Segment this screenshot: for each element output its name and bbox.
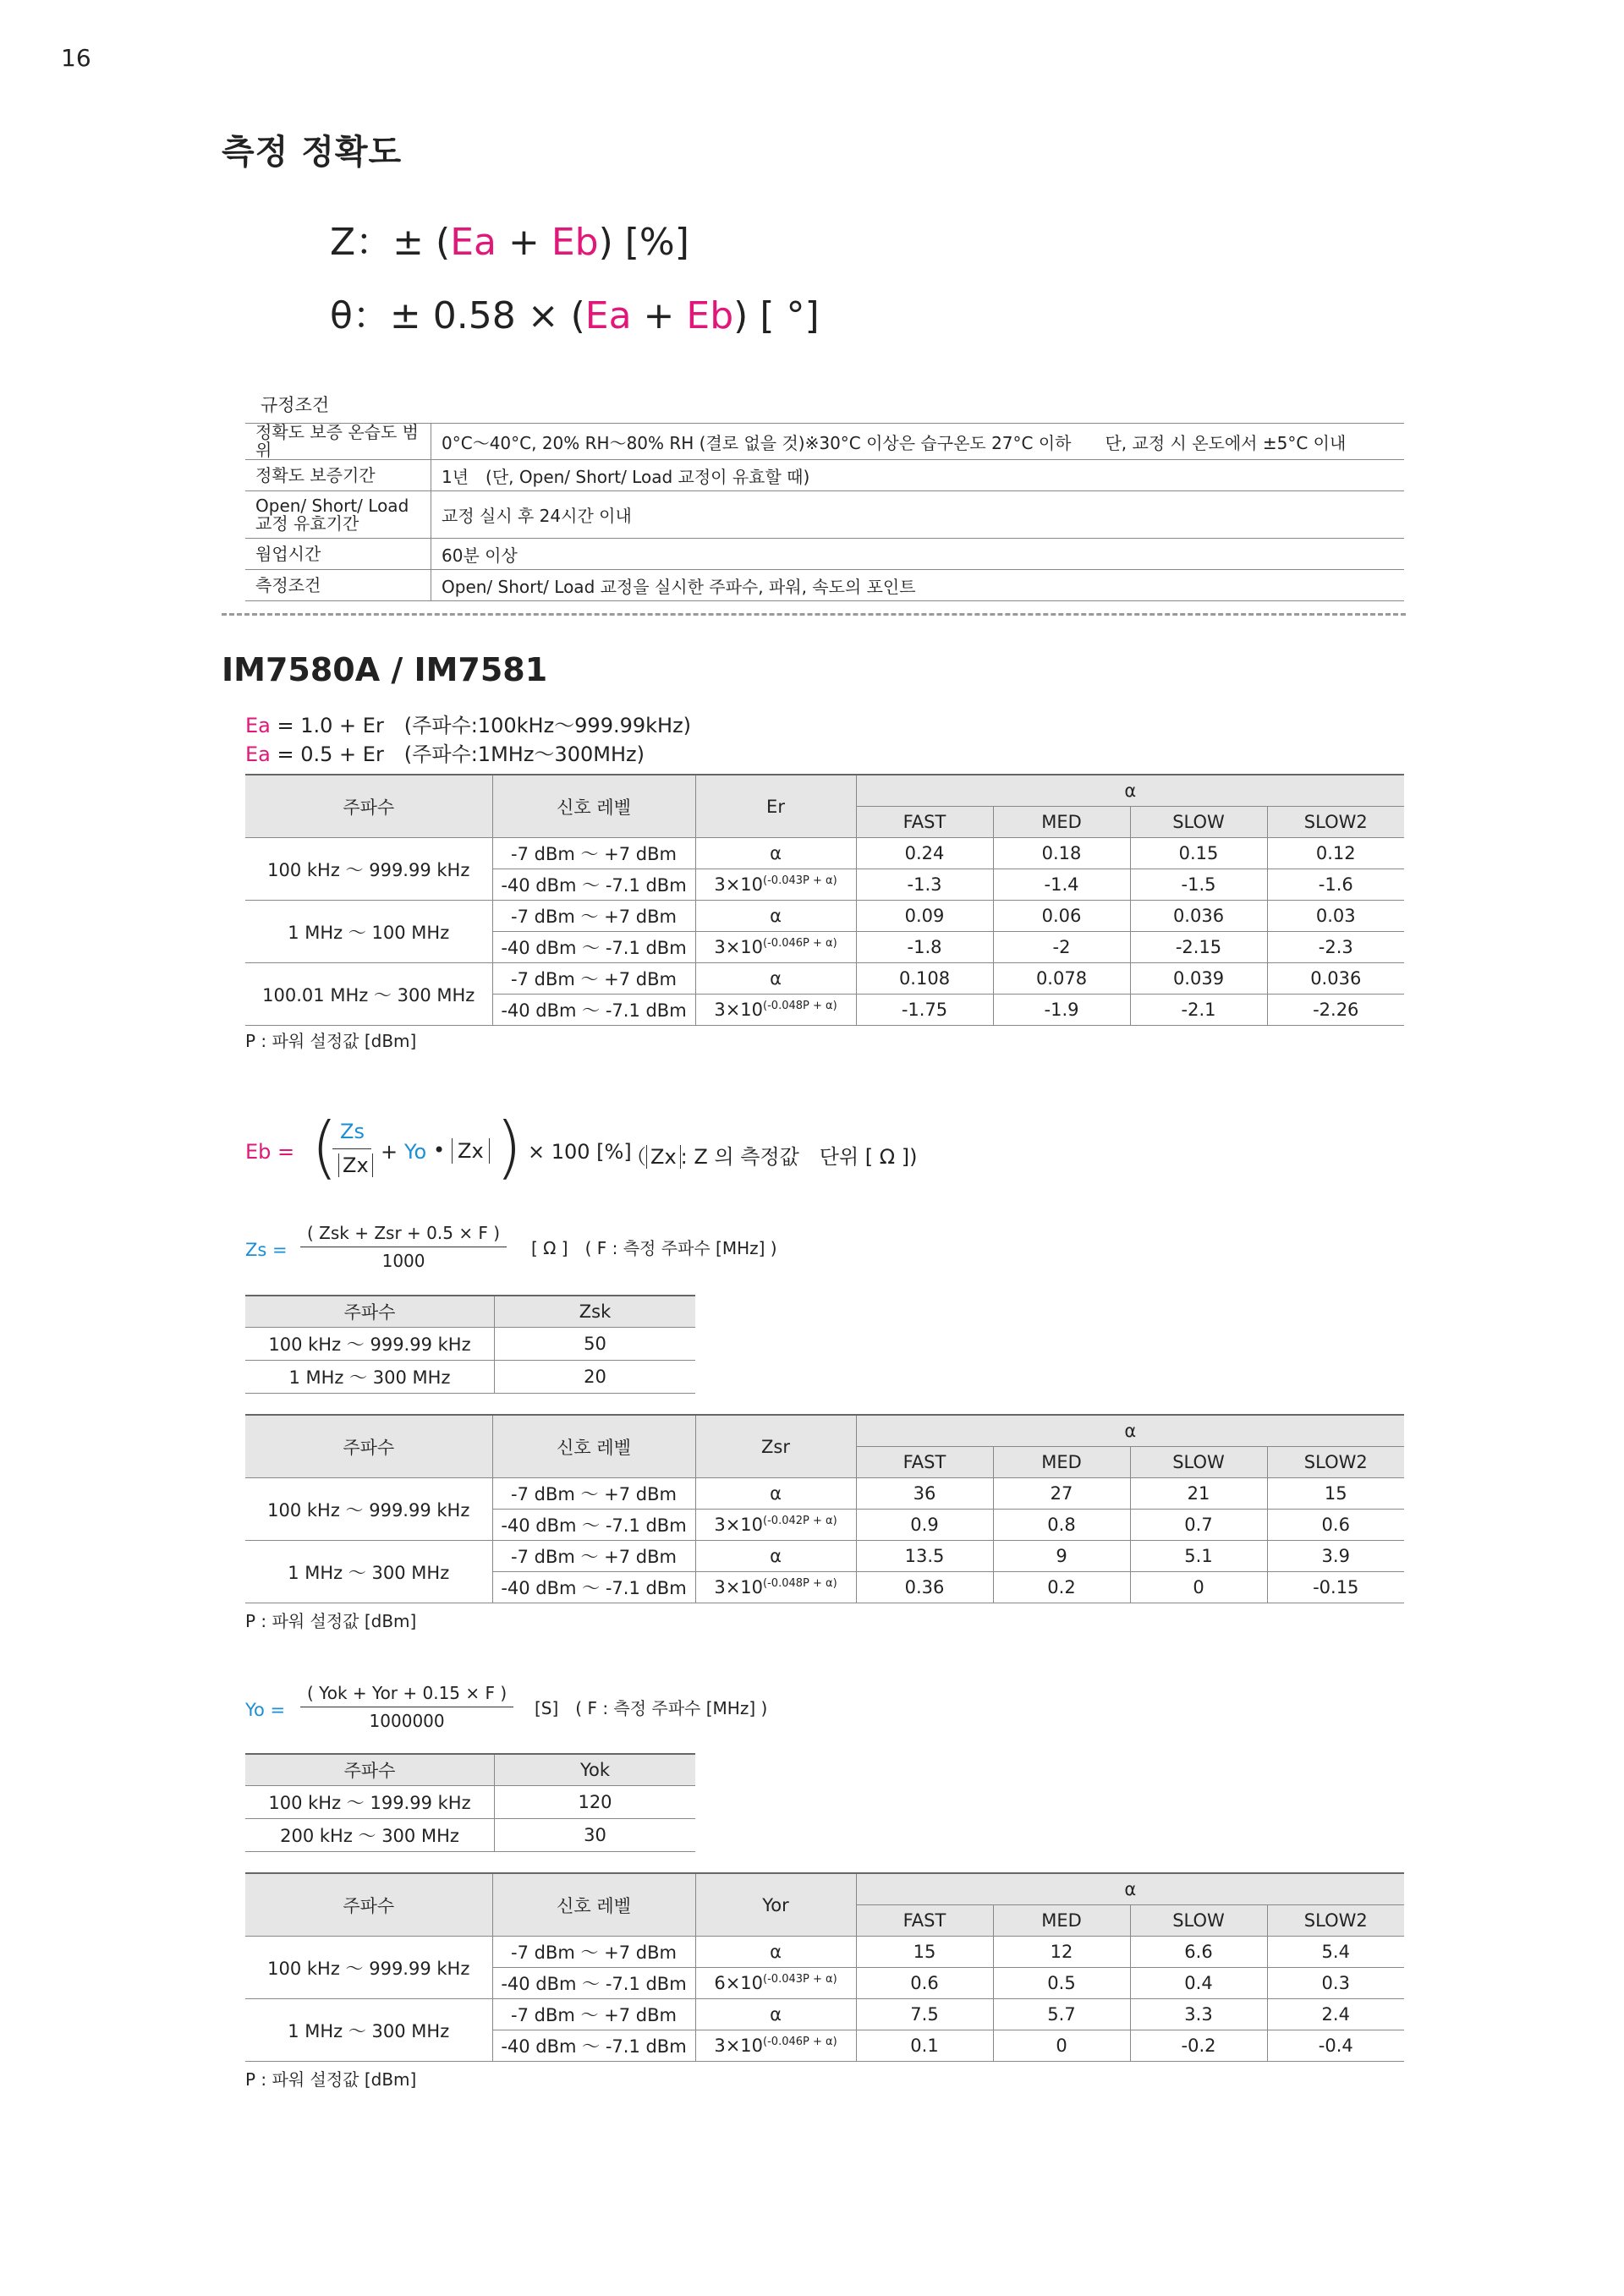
table-row: -40 dBm 〜 -7.1 dBm $6\times 10^{(-0.043P + \alpha)}$ 0.6 0.5 0.4 0.3 <box>245 1968 1404 1999</box>
conditions-table <box>245 423 1404 601</box>
table-row: 100 kHz 〜 999.99 kHz -7 dBm 〜 +7 dBm α 15 12 6.6 5.4 <box>245 1937 1404 1968</box>
table-row: 웜업시간 60분 이상 <box>245 539 1404 570</box>
plus-sign: + <box>508 221 540 264</box>
ea-term: Ea <box>450 221 497 264</box>
table-row: 정확도 보증기간 1년 (단, Open/ Short/ Load 교정이 유효할 때) <box>245 460 1404 491</box>
zs-fraction: ( Zsk + Zsr + 0.5 × F ) 1000 <box>300 1223 507 1271</box>
zsr-table: 주파수 신호 레벨 Zsr α FAST MED SLOW SLOW2 100 kHz 〜 999.99 kHz -7 dBm 〜 +7 dBm α 36 27 21 15 -40 dBm 〜 -7.1 dBm $3\times 10^{(-0.042P + \alpha)}$ 0.9 0.8 0.7 0.6 1 MHz 〜 300 MHz -7 dBm 〜 +7 dBm α 13.5 9 5.1 3.9 -40 dBm 〜 -7.1 dBm $3\times 10^{(-0.048P + \alpha)}$ 0.36 0.2 0 -0.15 <box>245 1414 1404 1603</box>
table-row: 100 kHz 〜 999.99 kHz -7 dBm 〜 +7 dBm α 36 27 21 15 <box>245 1478 1404 1510</box>
eb-term: Eb <box>686 294 734 337</box>
power-note: P : 파워 설정값 [dBm] <box>245 1611 417 1631</box>
table-row: 정확도 보증 온습도 범위 0°C〜40°C, 20% RH〜80% RH (결로 없을 것)※30°C 이상은 습구온도 27°C 이하 단, 교정 시 온도에서 ±5°C 이내 <box>245 424 1404 460</box>
yo-lhs: Yo = <box>245 1700 286 1720</box>
zs-unit: [ Ω ] ( F : 측정 주파수 [MHz] ) <box>531 1238 777 1258</box>
table-row: -40 dBm 〜 -7.1 dBm $3\times 10^{(-0.048P + \alpha)}$ 0.36 0.2 0 -0.15 <box>245 1572 1404 1603</box>
table-row: -40 dBm 〜 -7.1 dBm $3\times 10^{(-0.043P + \alpha)}$ -1.3 -1.4 -1.5 -1.6 <box>245 869 1404 901</box>
table-row: -40 dBm 〜 -7.1 dBm $3\times 10^{(-0.042P + \alpha)}$ 0.9 0.8 0.7 0.6 <box>245 1510 1404 1541</box>
power-note: P : 파워 설정값 [dBm] <box>245 2069 417 2090</box>
table-row: -40 dBm 〜 -7.1 dBm $3\times 10^{(-0.046P + \alpha)}$ 0.1 0 -0.2 -0.4 <box>245 2030 1404 2062</box>
table-row: Open/ Short/ Load 교정 유효기간 교정 실시 후 24시간 이내 <box>245 491 1404 539</box>
table-row: 1 MHz 〜 300 MHz 20 <box>245 1361 695 1394</box>
table-row: -40 dBm 〜 -7.1 dBm $3\times 10^{(-0.048P + \alpha)}$ -1.75 -1.9 -2.1 -2.26 <box>245 995 1404 1026</box>
yok-table: 주파수 Yok 100 kHz 〜 199.99 kHz 120 200 kHz 〜 300 MHz 30 <box>245 1753 695 1852</box>
table-row: 100.01 MHz 〜 300 MHz -7 dBm 〜 +7 dBm α 0.108 0.078 0.039 0.036 <box>245 963 1404 995</box>
zsk-table: 주파수 Zsk 100 kHz 〜 999.99 kHz 50 1 MHz 〜 300 MHz 20 <box>245 1295 695 1394</box>
ea-line-1: Ea = 1.0 + Er (주파수:100kHz〜999.99kHz) <box>245 714 692 737</box>
yo-unit: [S] ( F : 측정 주파수 [MHz] ) <box>535 1698 768 1718</box>
table-row: 1 MHz 〜 300 MHz -7 dBm 〜 +7 dBm α 13.5 9 5.1 3.9 <box>245 1541 1404 1572</box>
yo-fraction: ( Yok + Yor + 0.15 × F ) 1000000 <box>300 1683 513 1731</box>
section-divider <box>222 613 1406 616</box>
table-row: 100 kHz 〜 999.99 kHz 50 <box>245 1328 695 1361</box>
eb-term: Eb <box>551 221 599 264</box>
plus-sign: + <box>643 294 675 337</box>
er-table: 주파수 신호 레벨 Er α FAST MED SLOW SLOW2 100 kHz 〜 999.99 kHz -7 dBm 〜 +7 dBm α 0.24 0.18 0.15 0.12 -40 dBm 〜 -7.1 dBm $3\times 10^{(-0.043P + \alpha)}$ -1.3 -1.4 -1.5 -1.6 1 MHz 〜 100 MHz -7 dBm 〜 +7 dBm α 0.09 0.06 0.036 0.03 -40 dBm 〜 -7.1 dBm $3\times 10^{(-0.046P + \alpha)}$ -1.8 -2 -2.15 -2.3 100.01 MHz 〜 300 MHz -7 dBm 〜 +7 dBm α 0.108 0.078 0.039 0.036 -40 dBm 〜 -7.1 dBm $3\times 10^{(-0.048P + \alpha)}$ -1.75 -1.9 -2.1 -2.26 <box>245 774 1404 1026</box>
ea-line-2: Ea = 0.5 + Er (주파수:1MHz〜300MHz) <box>245 743 645 766</box>
power-note: P : 파워 설정값 [dBm] <box>245 1031 417 1051</box>
theta-formula: θ：± 0.58 × (Ea + Eb) [ °] <box>330 294 820 337</box>
ea-term: Ea <box>584 294 632 337</box>
z-formula: Z：± (Ea + Eb) [%] <box>330 221 689 264</box>
table-row: 측정조건 Open/ Short/ Load 교정을 실시한 주파수, 파워, 속도의 포인트 <box>245 570 1404 601</box>
section-title: 측정 정확도 <box>222 133 403 172</box>
table-row: 1 MHz 〜 300 MHz -7 dBm 〜 +7 dBm α 7.5 5.7 3.3 2.4 <box>245 1999 1404 2030</box>
eb-formula: Eb = ( Zs Zx + Yo • Zx ) × 100 [%] （ Zx : Z 의 측정값 단위 [ Ω ]) <box>245 1108 918 1186</box>
z-prefix: Z：± <box>330 221 425 264</box>
table-row: 100 kHz 〜 999.99 kHz -7 dBm 〜 +7 dBm α 0.24 0.18 0.15 0.12 <box>245 838 1404 869</box>
conditions-label: 규정조건 <box>261 395 330 415</box>
theta-prefix: θ：± 0.58 × <box>330 294 559 337</box>
zs-lhs: Zs = <box>245 1240 288 1260</box>
theta-unit: [ °] <box>760 294 820 337</box>
table-row: -40 dBm 〜 -7.1 dBm $3\times 10^{(-0.046P + \alpha)}$ -1.8 -2 -2.15 -2.3 <box>245 932 1404 963</box>
yor-table: 주파수 신호 레벨 Yor α FAST MED SLOW SLOW2 100 kHz 〜 999.99 kHz -7 dBm 〜 +7 dBm α 15 12 6.6 5.4 -40 dBm 〜 -7.1 dBm $6\times 10^{(-0.043P + \alpha)}$ 0.6 0.5 0.4 0.3 1 MHz 〜 300 MHz -7 dBm 〜 +7 dBm α 7.5 5.7 3.3 2.4 -40 dBm 〜 -7.1 dBm $3\times 10^{(-0.046P + \alpha)}$ 0.1 0 -0.2 -0.4 <box>245 1872 1404 2062</box>
table-row: 1 MHz 〜 100 MHz -7 dBm 〜 +7 dBm α 0.09 0.06 0.036 0.03 <box>245 901 1404 932</box>
table-row: 200 kHz 〜 300 MHz 30 <box>245 1819 695 1852</box>
model-title: IM7580A / IM7581 <box>222 651 548 688</box>
page-number: 16 <box>61 44 91 72</box>
z-unit: [%] <box>624 221 689 264</box>
table-row: 100 kHz 〜 199.99 kHz 120 <box>245 1786 695 1819</box>
